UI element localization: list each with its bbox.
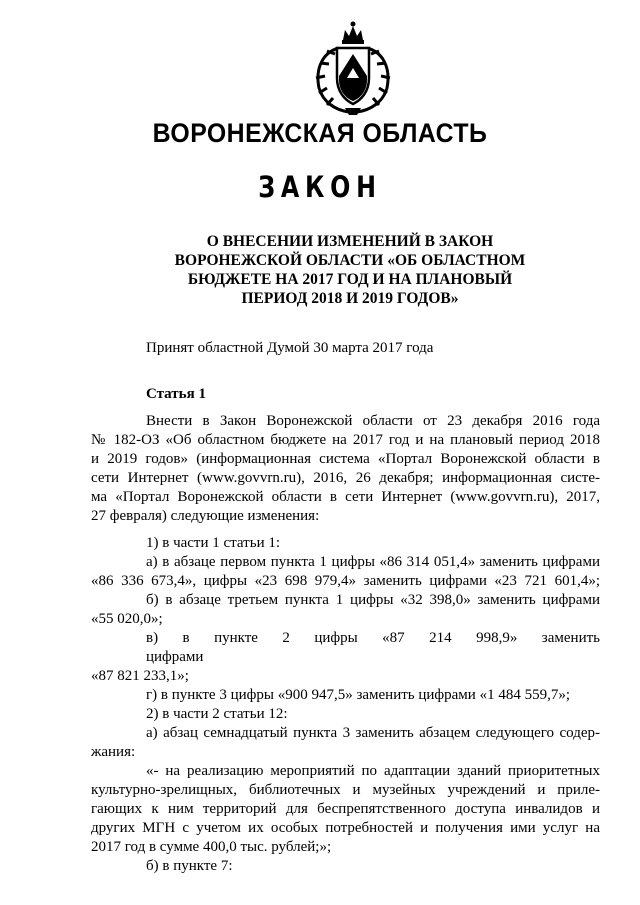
amendment-line: гающих к ним территорий для беспрепятственного доступа инвалидов и bbox=[91, 801, 600, 817]
amendment-line: а) в абзаце первом пункта 1 цифры «86 314 051,4» заменить цифрами bbox=[146, 554, 600, 570]
intro-line: 27 февраля) следующие изменения: bbox=[91, 508, 320, 524]
article-intro bbox=[91, 412, 600, 526]
amendment-line: «55 020,0»; bbox=[91, 611, 163, 627]
amendment-line: в) в пункте 2 цифры «87 214 998,9» заменить цифрами bbox=[146, 630, 600, 665]
intro-line: ма «Портал Воронежской области в сети Интернет (www.govvrn.ru), 2017, bbox=[91, 489, 600, 505]
amendment-line: «86 336 673,4», цифры «23 698 979,4» заменить цифрами «23 721 601,4»; bbox=[91, 573, 600, 589]
amendment-line: культурно-зрелищных, библиотечных и музейных учреждений и приле- bbox=[91, 782, 600, 798]
amendment-line: 1) в части 1 статьи 1: bbox=[146, 535, 281, 551]
coat-of-arms-emblem bbox=[305, 18, 401, 118]
intro-line: сети Интернет (www.govvrn.ru), 2016, 26 декабря; информационная систе- bbox=[91, 470, 600, 486]
amendment-line: 2) в части 2 статьи 12: bbox=[146, 706, 288, 722]
amendment-list bbox=[91, 534, 600, 876]
article-heading: Статья 1 bbox=[146, 386, 206, 402]
amendment-line: других МГН с учетом их особых потребностей и получения ими услуг на bbox=[91, 820, 600, 836]
amendment-line: б) в пункте 7: bbox=[146, 858, 233, 874]
intro-line: № 182-ОЗ «Об областном бюджете на 2017 год и на плановый период 2018 bbox=[91, 432, 600, 448]
amendment-line: б) в абзаце третьем пункта 1 цифры «32 398,0» заменить цифрами bbox=[146, 592, 600, 608]
document-type-heading: ЗАКОН bbox=[258, 170, 382, 204]
amendment-line: г) в пункте 3 цифры «900 947,5» заменить цифрами «1 484 559,7»; bbox=[146, 687, 570, 703]
law-title-line: БЮДЖЕТЕ НА 2017 ГОД И НА ПЛАНОВЫЙ bbox=[187, 271, 513, 288]
law-title bbox=[140, 232, 560, 308]
adoption-note: Принят областной Думой 30 марта 2017 года bbox=[146, 340, 434, 356]
law-title-line: ПЕРИОД 2018 И 2019 ГОДОВ» bbox=[241, 290, 459, 307]
amendment-line: 2017 год в сумме 400,0 тыс. рублей;»; bbox=[91, 839, 332, 855]
amendment-line: а) абзац семнадцатый пункта 3 заменить абзацем следующего содер- bbox=[146, 725, 600, 741]
law-title-line: О ВНЕСЕНИИ ИЗМЕНЕНИЙ В ЗАКОН bbox=[206, 233, 494, 250]
amendment-line: жания: bbox=[91, 744, 136, 760]
amendment-line: «- на реализацию мероприятий по адаптации зданий приоритетных bbox=[146, 763, 600, 779]
intro-line: Внести в Закон Воронежской области от 23 декабря 2016 года bbox=[146, 413, 600, 429]
intro-line: и 2019 годов» (информационная система «Портал Воронежской области в bbox=[91, 451, 600, 467]
amendment-line: «87 821 233,1»; bbox=[91, 668, 189, 684]
law-title-line: ВОРОНЕЖСКОЙ ОБЛАСТИ «ОБ ОБЛАСТНОМ bbox=[174, 252, 526, 269]
region-name: ВОРОНЕЖСКАЯ ОБЛАСТЬ bbox=[152, 118, 488, 148]
